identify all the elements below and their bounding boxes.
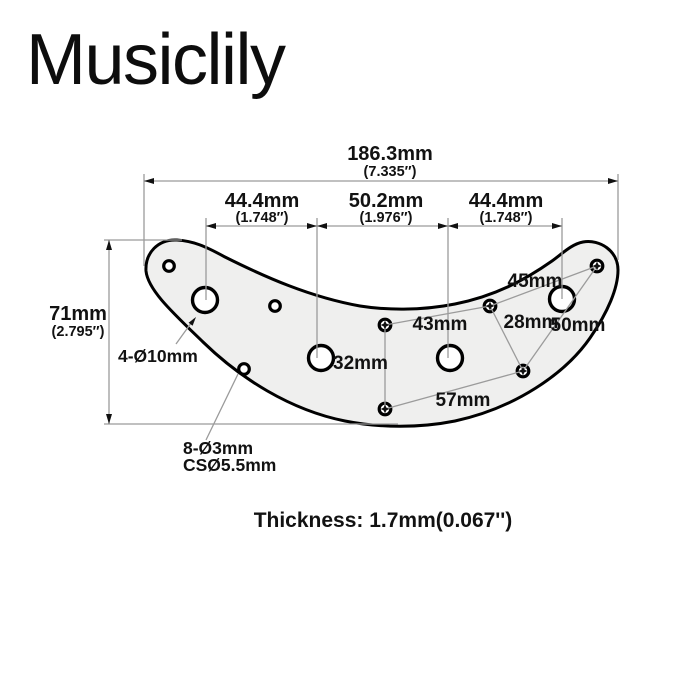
dist-28mm-label: 28mm (503, 312, 559, 333)
screw-hole (239, 364, 250, 375)
callout-pot-holes: 4-Ø10mm (118, 346, 198, 366)
dim-spacing-center-in: (1.976″) (359, 210, 413, 226)
control-plate-outline (146, 240, 618, 426)
dist-45mm-label: 45mm (507, 271, 563, 292)
dim-spacing-left-mm: 44.4mm (224, 190, 300, 212)
dist-50mm-label: 50mm (550, 315, 606, 336)
dim-overall-height-in: (2.795″) (51, 324, 105, 340)
dist-57mm-label: 57mm (435, 390, 491, 411)
callout-countersink: CSØ5.5mm (183, 455, 277, 475)
screw-hole (164, 261, 175, 272)
dist-32mm-label: 32mm (333, 353, 388, 374)
dist-43mm-label: 43mm (412, 314, 468, 335)
brand-logo: Musiclily (26, 20, 285, 100)
dim-spacing-right-in: (1.748″) (479, 210, 533, 226)
thickness-note: Thickness: 1.7mm(0.067'') (253, 509, 513, 532)
dim-overall-width-mm: 186.3mm (347, 143, 433, 165)
screw-hole (270, 301, 281, 312)
dim-spacing-center-mm: 50.2mm (348, 190, 424, 212)
pot-hole (193, 288, 218, 313)
dim-overall-width-in: (7.335″) (363, 164, 417, 180)
pot-hole (438, 346, 463, 371)
callout-screw-holes: 8-Ø3mm (183, 438, 254, 458)
pot-hole (309, 346, 334, 371)
dim-spacing-left-in: (1.748″) (235, 210, 289, 226)
dim-spacing-right-mm: 44.4mm (468, 190, 544, 212)
dim-overall-height-mm: 71mm (49, 303, 107, 325)
